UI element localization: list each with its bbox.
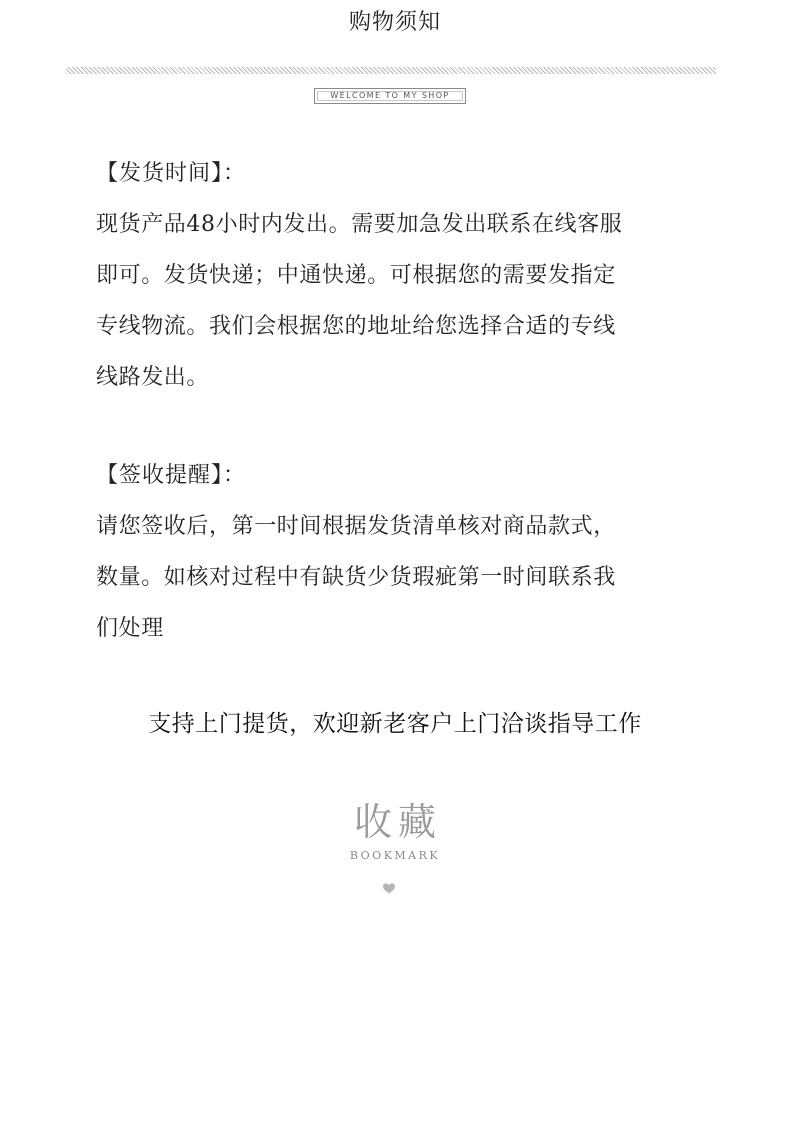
heart-icon[interactable] <box>381 880 397 896</box>
shipping-text-line: 线路发出。 <box>96 365 210 390</box>
shipping-time-section <box>96 148 696 403</box>
shipping-text-line: 现货产品48小时内发出。需要加急发出联系在线客服 <box>96 212 623 237</box>
page-title: 购物须知 <box>348 10 441 35</box>
shipping-text-line: 专线物流。我们会根据您的地址给您选择合适的专线 <box>96 314 616 339</box>
shipping-time-heading: 【发货时间】： <box>96 161 247 186</box>
shipping-text-line: 即可。发货快递；中通快递。可根据您的需要发指定 <box>96 263 616 288</box>
welcome-badge <box>314 88 466 104</box>
receipt-text-line: 请您签收后，第一时间根据发货清单核对商品款式， <box>96 514 616 539</box>
receipt-reminder-section <box>96 450 696 654</box>
welcome-badge-inner-border <box>317 91 463 101</box>
bookmark-subtitle[interactable]: BOOKMARK <box>349 849 441 862</box>
welcome-badge-label: WELCOME TO MY SHOP <box>330 91 450 100</box>
bookmark-title[interactable]: 收藏 <box>353 800 442 844</box>
pickup-notice: 支持上门提货，欢迎新老客户上门洽谈指导工作 <box>148 711 642 737</box>
receipt-reminder-heading: 【签收提醒】： <box>96 463 247 488</box>
hatched-divider <box>66 67 716 74</box>
receipt-text-line: 们处理 <box>96 616 164 641</box>
receipt-text-line: 数量。如核对过程中有缺货少货瑕疵第一时间联系我 <box>96 565 616 590</box>
